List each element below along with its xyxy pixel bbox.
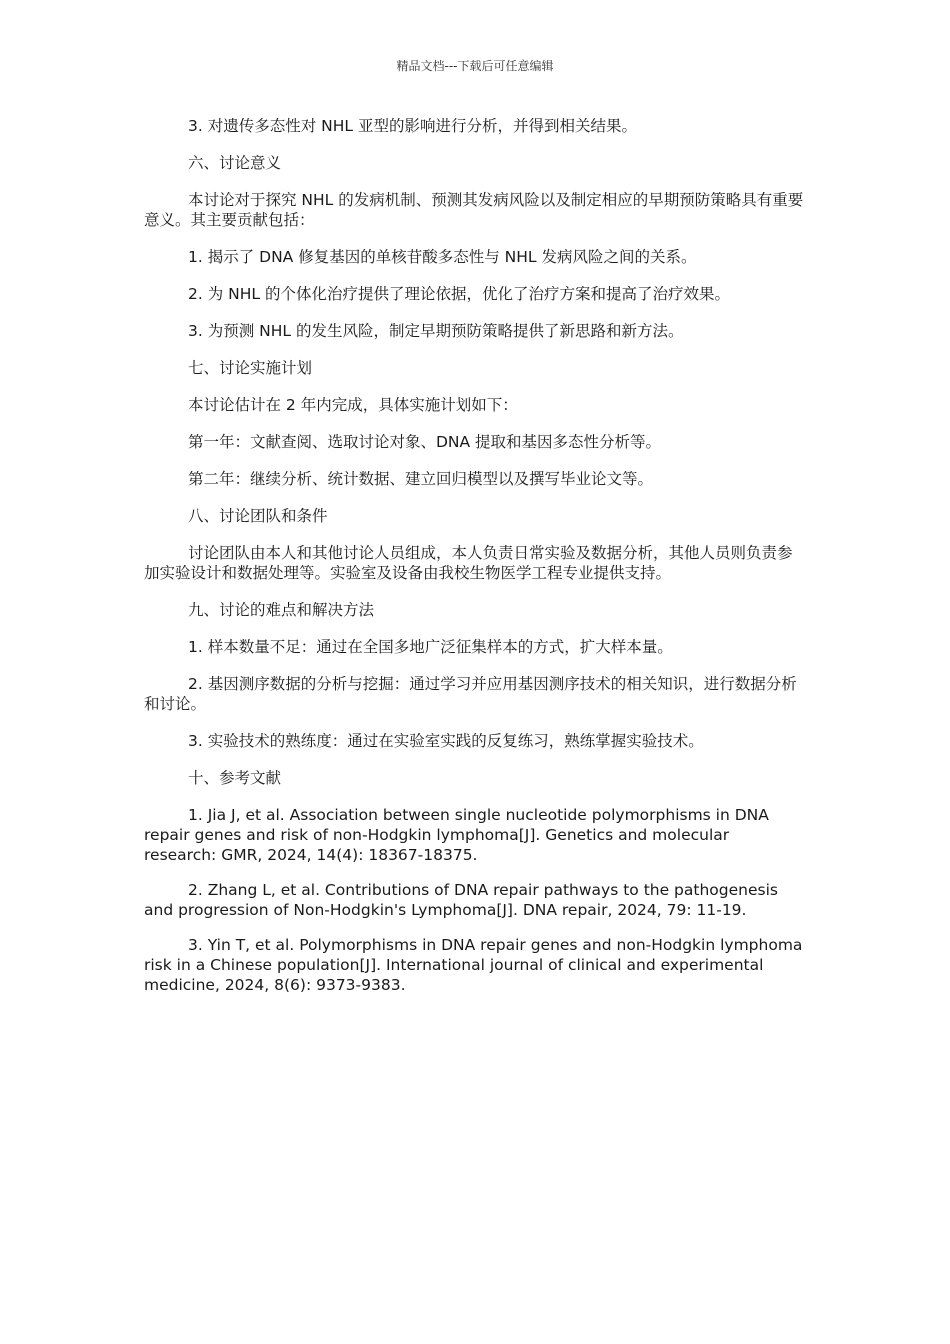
list-item-contribution-3: 3. 为预测 NHL 的发生风险，制定早期预防策略提供了新思路和新方法。: [188, 322, 684, 340]
section-heading-difficulties: 九、讨论的难点和解决方法: [188, 601, 375, 619]
paragraph-plan-intro: 本讨论估计在 2 年内完成，具体实施计划如下：: [188, 396, 518, 414]
section-heading-references: 十、参考文献: [188, 769, 282, 787]
reference-item-2: 2. Zhang L, et al. Contributions of DNA repair pathways to the pathogenesis and progression of Non-Hodgkin's Lymphoma[J]. DNA repair, 2024, 79: 11-19.: [144, 881, 778, 919]
list-item-year-2: 第二年：继续分析、统计数据、建立回归模型以及撰写毕业论文等。: [188, 470, 654, 488]
list-item-difficulty-3: 3. 实验技术的熟练度：通过在实验室实践的反复练习，熟练掌握实验技术。: [188, 732, 704, 750]
list-item-difficulty-1: 1. 样本数量不足：通过在全国多地广泛征集样本的方式，扩大样本量。: [188, 638, 673, 656]
list-item-contribution-2: 2. 为 NHL 的个体化治疗提供了理论依据，优化了治疗方案和提高了治疗效果。: [188, 285, 730, 303]
reference-item-3: 3. Yin T, et al. Polymorphisms in DNA repair genes and non-Hodgkin lymphoma risk in a Chinese population[J]. International journal of clinical and experimental medicine, 2024, 8(6): 9373-9383.: [144, 936, 803, 994]
paragraph-genetic-analysis: 3. 对遗传多态性对 NHL 亚型的影响进行分析，并得到相关结果。: [188, 117, 637, 135]
section-heading-plan: 七、讨论实施计划: [188, 359, 313, 377]
page-header: 精品文档---下载后可任意编辑: [396, 59, 554, 73]
document-body: [144, 116, 806, 1010]
section-heading-significance: 六、讨论意义: [188, 154, 282, 172]
paragraph-significance: 本讨论对于探究 NHL 的发病机制、预测其发病风险以及制定相应的早期预防策略具有重要意义。其主要贡献包括：: [144, 191, 804, 229]
section-heading-team: 八、讨论团队和条件: [188, 507, 328, 525]
list-item-contribution-1: 1. 揭示了 DNA 修复基因的单核苷酸多态性与 NHL 发病风险之间的关系。: [188, 248, 697, 266]
list-item-difficulty-2: 2. 基因测序数据的分析与挖掘：通过学习并应用基因测序技术的相关知识，进行数据分析和讨论。: [144, 675, 797, 713]
list-item-year-1: 第一年：文献查阅、选取讨论对象、DNA 提取和基因多态性分析等。: [188, 433, 662, 451]
reference-item-1: 1. Jia J, et al. Association between single nucleotide polymorphisms in DNA repair genes and risk of non-Hodgkin lymphoma[J]. Genetics and molecular research: GMR, 2024, 14(4): 18367-18375.: [144, 806, 769, 864]
paragraph-team: 讨论团队由本人和其他讨论人员组成，本人负责日常实验及数据分析，其他人员则负责参加实验设计和数据处理等。实验室及设备由我校生物医学工程专业提供支持。: [144, 544, 793, 582]
